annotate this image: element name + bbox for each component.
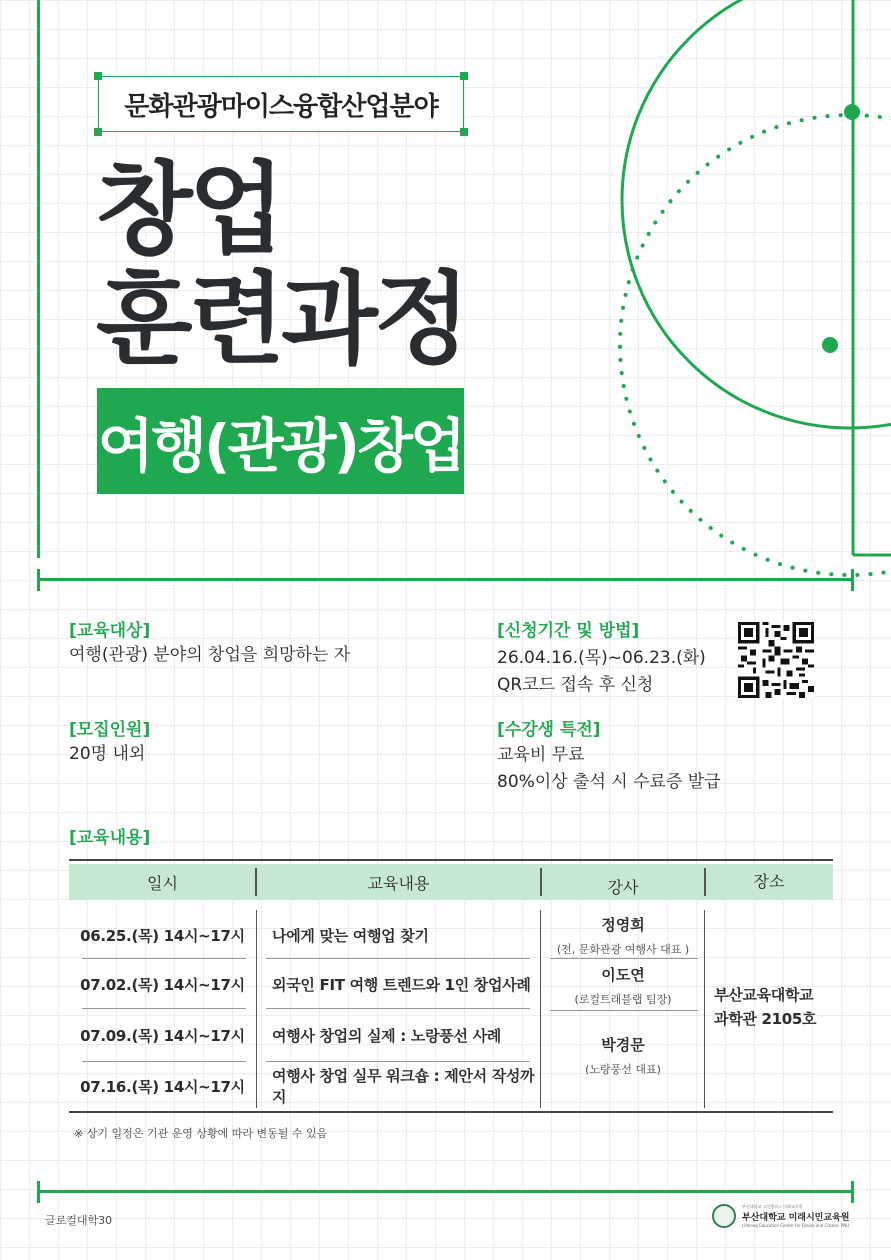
benefit-2: 80%이상 출석 시 수료증 발급 bbox=[497, 772, 721, 792]
content-heading: [교육내용] bbox=[69, 828, 151, 848]
instructor-1-name: 정영희 bbox=[601, 916, 645, 934]
row-4-topic: 여행사 창업 실무 워크숍 : 제안서 작성까지 bbox=[272, 1067, 535, 1106]
tag-corner bbox=[94, 72, 102, 80]
dot-middle bbox=[822, 337, 838, 353]
row-divider bbox=[550, 958, 698, 959]
row-divider bbox=[82, 958, 246, 959]
dotted-circle bbox=[620, 115, 891, 575]
instructor-3-name: 박경문 bbox=[601, 1036, 645, 1054]
apply-period: 26.04.16.(목)~06.23.(화) bbox=[497, 648, 706, 668]
course-badge-text: 여행(관광)창업 bbox=[97, 412, 464, 480]
frame-tick bbox=[851, 1181, 854, 1203]
instructor-2 bbox=[541, 964, 705, 1007]
row-divider bbox=[266, 1061, 530, 1062]
table-top-rule bbox=[69, 859, 833, 861]
category-tag bbox=[98, 76, 464, 132]
header-venue: 장소 bbox=[753, 871, 785, 891]
qr-code-icon[interactable] bbox=[738, 622, 814, 698]
table-bottom-rule bbox=[69, 1111, 833, 1113]
glocal-university-label: 글로컬대학30 bbox=[45, 1214, 113, 1227]
row-divider bbox=[550, 1010, 698, 1011]
university-seal-icon bbox=[712, 1204, 736, 1228]
schedule-note: ※ 상기 일정은 기관 운영 상황에 따라 변동될 수 있음 bbox=[74, 1127, 328, 1140]
row-3-topic: 여행사 창업의 실제 : 노랑풍선 사례 bbox=[272, 1026, 501, 1045]
target-text: 여행(관광) 분야의 창업을 희망하는 자 bbox=[69, 645, 351, 665]
instructor-2-name: 이도연 bbox=[601, 966, 645, 984]
row-divider bbox=[266, 1008, 530, 1009]
title-line-2: 훈련과정 bbox=[96, 261, 467, 378]
instructor-3 bbox=[541, 1034, 705, 1077]
header-topic: 교육내용 bbox=[367, 873, 430, 893]
frame-tick bbox=[37, 569, 40, 591]
row-1-topic: 나에게 맞는 여행업 찾기 bbox=[272, 926, 429, 945]
row-3-date: 07.09.(목) 14시~17시 bbox=[80, 1026, 245, 1045]
row-divider bbox=[266, 958, 530, 959]
header-date: 일시 bbox=[147, 873, 178, 893]
instructor-2-role: (로컬트래블랩 팀장) bbox=[574, 993, 672, 1006]
category-tag-text: 문화관광마이스융합산업분야 bbox=[124, 91, 438, 122]
dot-top bbox=[844, 104, 860, 120]
apply-method: QR코드 접속 후 신청 bbox=[497, 675, 654, 695]
venue-line-1: 부산교육대학교 bbox=[714, 986, 814, 1004]
header-instructor: 강사 bbox=[607, 877, 639, 897]
row-2-date: 07.02.(목) 14시~17시 bbox=[80, 975, 245, 994]
title-line-1: 창업 bbox=[96, 151, 282, 268]
frame-tick bbox=[851, 569, 854, 591]
capacity-text: 20명 내외 bbox=[69, 744, 146, 764]
instructor-1 bbox=[541, 914, 705, 957]
frame-divider-bottom bbox=[37, 1190, 854, 1193]
row-4-date: 07.16.(목) 14시~17시 bbox=[80, 1077, 245, 1096]
tag-corner bbox=[94, 128, 102, 136]
solid-circle bbox=[622, 0, 891, 428]
benefit-1: 교육비 무료 bbox=[497, 745, 585, 765]
target-heading: [교육대상] bbox=[69, 621, 151, 641]
capacity-heading: [모집인원] bbox=[69, 720, 151, 740]
frame-tick bbox=[37, 1181, 40, 1203]
course-badge bbox=[97, 388, 464, 494]
institution-sub: 부산대학교 고인캠퍼스 미래교육원 bbox=[742, 1204, 803, 1209]
row-divider bbox=[82, 1008, 246, 1009]
column-divider bbox=[256, 910, 257, 1108]
row-divider bbox=[82, 1061, 246, 1062]
tag-corner bbox=[460, 72, 468, 80]
institution-logo bbox=[712, 1204, 849, 1228]
frame-divider-top bbox=[37, 578, 854, 581]
row-1-date: 06.25.(목) 14시~17시 bbox=[80, 926, 245, 945]
tag-corner bbox=[460, 128, 468, 136]
venue-line-2: 과학관 2105호 bbox=[714, 1010, 817, 1028]
row-2-topic: 외국인 FIT 여행 트렌드와 1인 창업사례 bbox=[272, 975, 531, 994]
benefits-heading: [수강생 특전] bbox=[497, 720, 601, 740]
instructor-1-role: (전, 문화관광 여행사 대표 ) bbox=[556, 943, 690, 956]
apply-heading: [신청기간 및 방법] bbox=[497, 621, 640, 641]
frame-left-line bbox=[37, 0, 40, 558]
instructor-3-role: (노랑풍선 대표) bbox=[585, 1063, 661, 1076]
institution-english: Lifelong Education Center for Future and Citizen, PNU bbox=[742, 1223, 850, 1228]
institution-name: 부산대학교 미래시민교육원 bbox=[742, 1213, 850, 1223]
